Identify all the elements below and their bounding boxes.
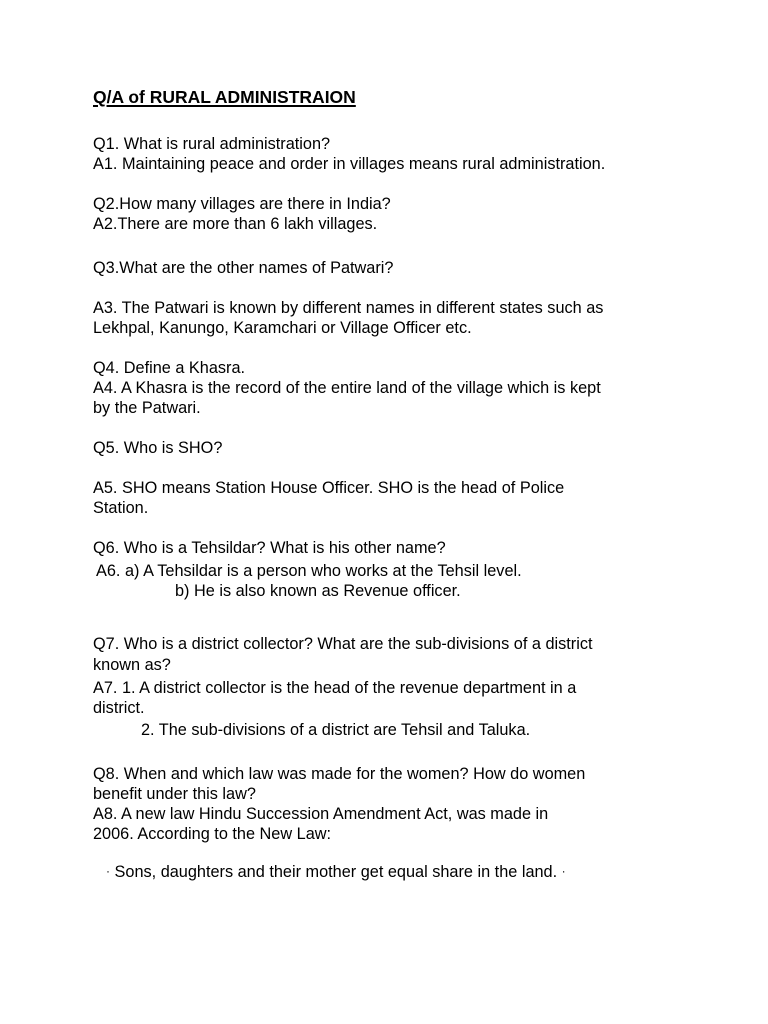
- answer-7-line-1: A7. 1. A district collector is the head of the revenue department in a: [93, 679, 577, 697]
- answer-8-line-2: 2006. According to the New Law:: [93, 825, 332, 843]
- answer-6-line-2: b) He is also known as Revenue officer.: [175, 582, 461, 600]
- question-6: Q6. Who is a Tehsildar? What is his other name?: [93, 539, 446, 557]
- question-1: Q1. What is rural administration?: [93, 135, 331, 153]
- answer-8-line-1: A8. A new law Hindu Succession Amendment Act, was made in: [93, 805, 549, 823]
- question-5: Q5. Who is SHO?: [93, 439, 223, 457]
- answer-2: A2.There are more than 6 lakh villages.: [93, 215, 378, 233]
- question-7-line-1: Q7. Who is a district collector? What are the sub-divisions of a district: [93, 635, 593, 653]
- question-8-line-1: Q8. When and which law was made for the women? How do women: [93, 765, 586, 783]
- bullet-item-text: Sons, daughters and their mother get equal share in the land.: [114, 863, 558, 881]
- answer-3-line-1: A3. The Patwari is known by different names in different states such as: [93, 299, 604, 317]
- answer-5-line-2: Station.: [93, 499, 149, 517]
- answer-5-line-1: A5. SHO means Station House Officer. SHO is the head of Police: [93, 479, 565, 497]
- answer-4-line-2: by the Patwari.: [93, 399, 201, 417]
- answer-4-line-1: A4. A Khasra is the record of the entire land of the village which is kept: [93, 379, 601, 397]
- question-7-line-2: known as?: [93, 656, 171, 674]
- bullet-dot-left: ·: [106, 864, 110, 878]
- answer-3-line-2: Lekhpal, Kanungo, Karamchari or Village Officer etc.: [93, 319, 472, 337]
- question-8-line-2: benefit under this law?: [93, 785, 256, 803]
- question-2: Q2.How many villages are there in India?: [93, 195, 391, 213]
- answer-6-line-1: A6. a) A Tehsildar is a person who works at the Tehsil level.: [96, 562, 522, 580]
- answer-7-line-2: district.: [93, 699, 145, 717]
- document-title: Q/A of RURAL ADMINISTRAION: [93, 87, 356, 107]
- question-3: Q3.What are the other names of Patwari?: [93, 259, 394, 277]
- answer-7-line-3: 2. The sub-divisions of a district are Tehsil and Taluka.: [141, 721, 531, 739]
- answer-1: A1. Maintaining peace and order in villages means rural administration.: [93, 155, 606, 173]
- question-4: Q4. Define a Khasra.: [93, 359, 246, 377]
- bullet-dot-right: ·: [561, 864, 566, 878]
- bullet-item: [106, 862, 566, 883]
